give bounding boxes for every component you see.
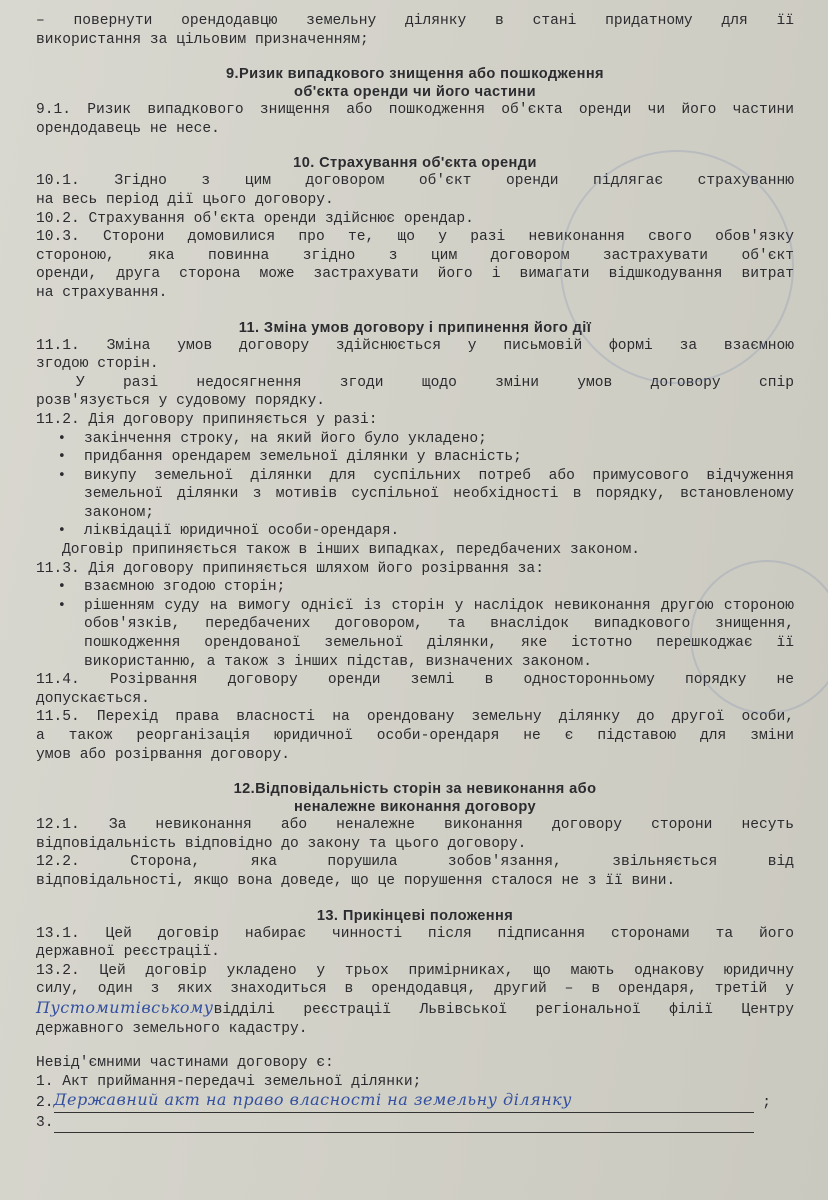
section-12-title: 12.Відповідальність сторін за невиконання або	[233, 781, 597, 798]
clause-10-3-cont-3: на страхування.	[36, 284, 168, 301]
section-11-title: 11. Зміна умов договору і припинення його дії	[238, 319, 592, 336]
annex-item-2-semicolon: ;	[762, 1095, 772, 1112]
annex-item-3-number: 3.	[36, 1114, 54, 1131]
annex-item-2-number: 2.	[36, 1095, 54, 1112]
clause-11-5: 11.5. Перехід права власності на орендовану земельну ділянку до другої особи,	[36, 709, 794, 726]
clause-10-3-cont-2: оренди, друга сторона може застрахувати його і вимагати відшкодування витрат	[36, 266, 794, 283]
clause-9-1-cont: орендодавець не несе.	[36, 120, 220, 137]
clause-11-5-cont-1: а також реорганізація юридичної особи-орендаря не є підставою для зміни	[36, 728, 794, 744]
clause-13-2-cont-2	[36, 999, 794, 1020]
annex-item-3	[36, 1113, 794, 1133]
clause-11-1-cont: згодою сторін.	[36, 356, 159, 373]
clause-13-1: 13.1. Цей договір набирає чинності після підписання сторонами та його	[36, 925, 794, 942]
clause-11-5-cont-2: умов або розірвання договору.	[36, 746, 290, 763]
section-13-title: 13. Прикінцеві положення	[316, 907, 514, 924]
clause-12-1: 12.1. За невиконання або неналежне виконання договору сторони несуть	[36, 817, 794, 834]
clause-11-4: 11.4. Розірвання договору оренди землі в односторонньому порядку не	[36, 672, 794, 689]
annex-item-2-line	[54, 1091, 754, 1113]
clause-10-1-cont: на весь період дії цього договору.	[36, 191, 334, 208]
intro-line-2: використання за цільовим призначенням;	[36, 31, 369, 48]
clause-11-1-dispute: У разі недосягнення згоди щодо зміни умов договору спір	[76, 374, 794, 391]
list-item: • ліквідації юридичної особи-орендаря.	[84, 522, 794, 541]
termination-grounds-list	[36, 430, 794, 542]
clause-10-3: 10.3. Сторони домовилися про те, що у разі невиконання свого обов'язку	[36, 229, 794, 246]
clause-10-3-cont-1: стороною, яка повинна згідно з цим договором застрахувати об'єкт	[36, 247, 794, 264]
dissolution-grounds-list	[36, 578, 794, 671]
clause-11-2: 11.2. Дія договору припиняється у разі:	[36, 411, 378, 428]
clause-13-2-cont-3: державного земельного кадастру.	[36, 1020, 308, 1037]
intro-line-1: – повернути орендодавцю земельну ділянку в стані придатному для її	[36, 13, 794, 29]
clause-13-1-cont: державної реєстрації.	[36, 944, 220, 961]
list-item: • взаємною згодою сторін;	[84, 578, 794, 597]
clause-13-2: 13.2. Цей договір укладено у трьох примірниках, що мають однакову юридичну	[36, 962, 794, 979]
handwritten-annex-2: Державний акт на право власності на земельну ділянку	[53, 1090, 572, 1110]
clause-12-2: 12.2. Сторона, яка порушила зобов'язання, звільняється від	[36, 854, 794, 871]
clause-13-2-registry-text: відділі реєстрації Львівської регіональної філії Центру	[213, 1001, 794, 1018]
section-12-subtitle: неналежне виконання договору	[293, 799, 536, 816]
clause-9-1: 9.1. Ризик випадкового знищення або пошкодження об'єкта оренди чи його частини	[36, 102, 794, 119]
clause-13-2-cont-1: силу, один з яких знаходиться в орендодавця, другий – в орендаря, третій у	[36, 981, 794, 998]
section-10-title: 10. Страхування об'єкта оренди	[293, 155, 537, 172]
handwritten-registry-office: Пустомитівському	[36, 997, 214, 1017]
annex-item-1: 1. Акт приймання-передачі земельної ділянки;	[36, 1073, 422, 1090]
list-item: • закінчення строку, на який його було укладено;	[84, 430, 794, 449]
clause-11-2-other: Договір припиняється також в інших випадках, передбачених законом.	[62, 542, 641, 559]
clause-11-4-cont: допускається.	[36, 690, 150, 707]
annex-title: Невід'ємними частинами договору є:	[36, 1055, 334, 1072]
clause-10-1: 10.1. Згідно з цим договором об'єкт оренди підлягає страхуванню	[36, 173, 794, 190]
list-item: • рішенням суду на вимогу однієї із сторін у наслідок невиконання другою стороною обов'язків, передбачених договором, та внаслідок випадкового знищення, пошкодження орендованої земельної ділянки, яке істотно перешкоджає її використанню, а також з інших підстав, визначених законом.	[84, 597, 794, 671]
clause-11-3: 11.3. Дія договору припиняється шляхом його розірвання за:	[36, 560, 544, 577]
annex-item-2	[36, 1091, 794, 1113]
clause-10-2: 10.2. Страхування об'єкта оренди здійснює орендар.	[36, 210, 474, 227]
section-9-title: 9.Ризик випадкового знищення або пошкодження	[226, 66, 604, 83]
annex-item-3-line	[54, 1113, 754, 1133]
list-item: • придбання орендарем земельної ділянки у власність;	[84, 448, 794, 467]
section-9-subtitle: об'єкта оренди чи його частини	[294, 84, 536, 101]
list-item: • викупу земельної ділянки для суспільних потреб або примусового відчуження земельної ділянки з мотивів суспільної необхідності в порядку, встановленому законом;	[84, 467, 794, 523]
clause-12-1-cont: відповідальність відповідно до закону та цього договору.	[36, 835, 527, 852]
clause-12-2-cont: відповідальності, якщо вона доведе, що це порушення сталося не з її вини.	[36, 872, 676, 889]
clause-11-1-dispute-cont: розв'язується у судовому порядку.	[36, 393, 326, 410]
clause-11-1: 11.1. Зміна умов договору здійснюється у письмовій формі за взаємною	[36, 337, 794, 354]
